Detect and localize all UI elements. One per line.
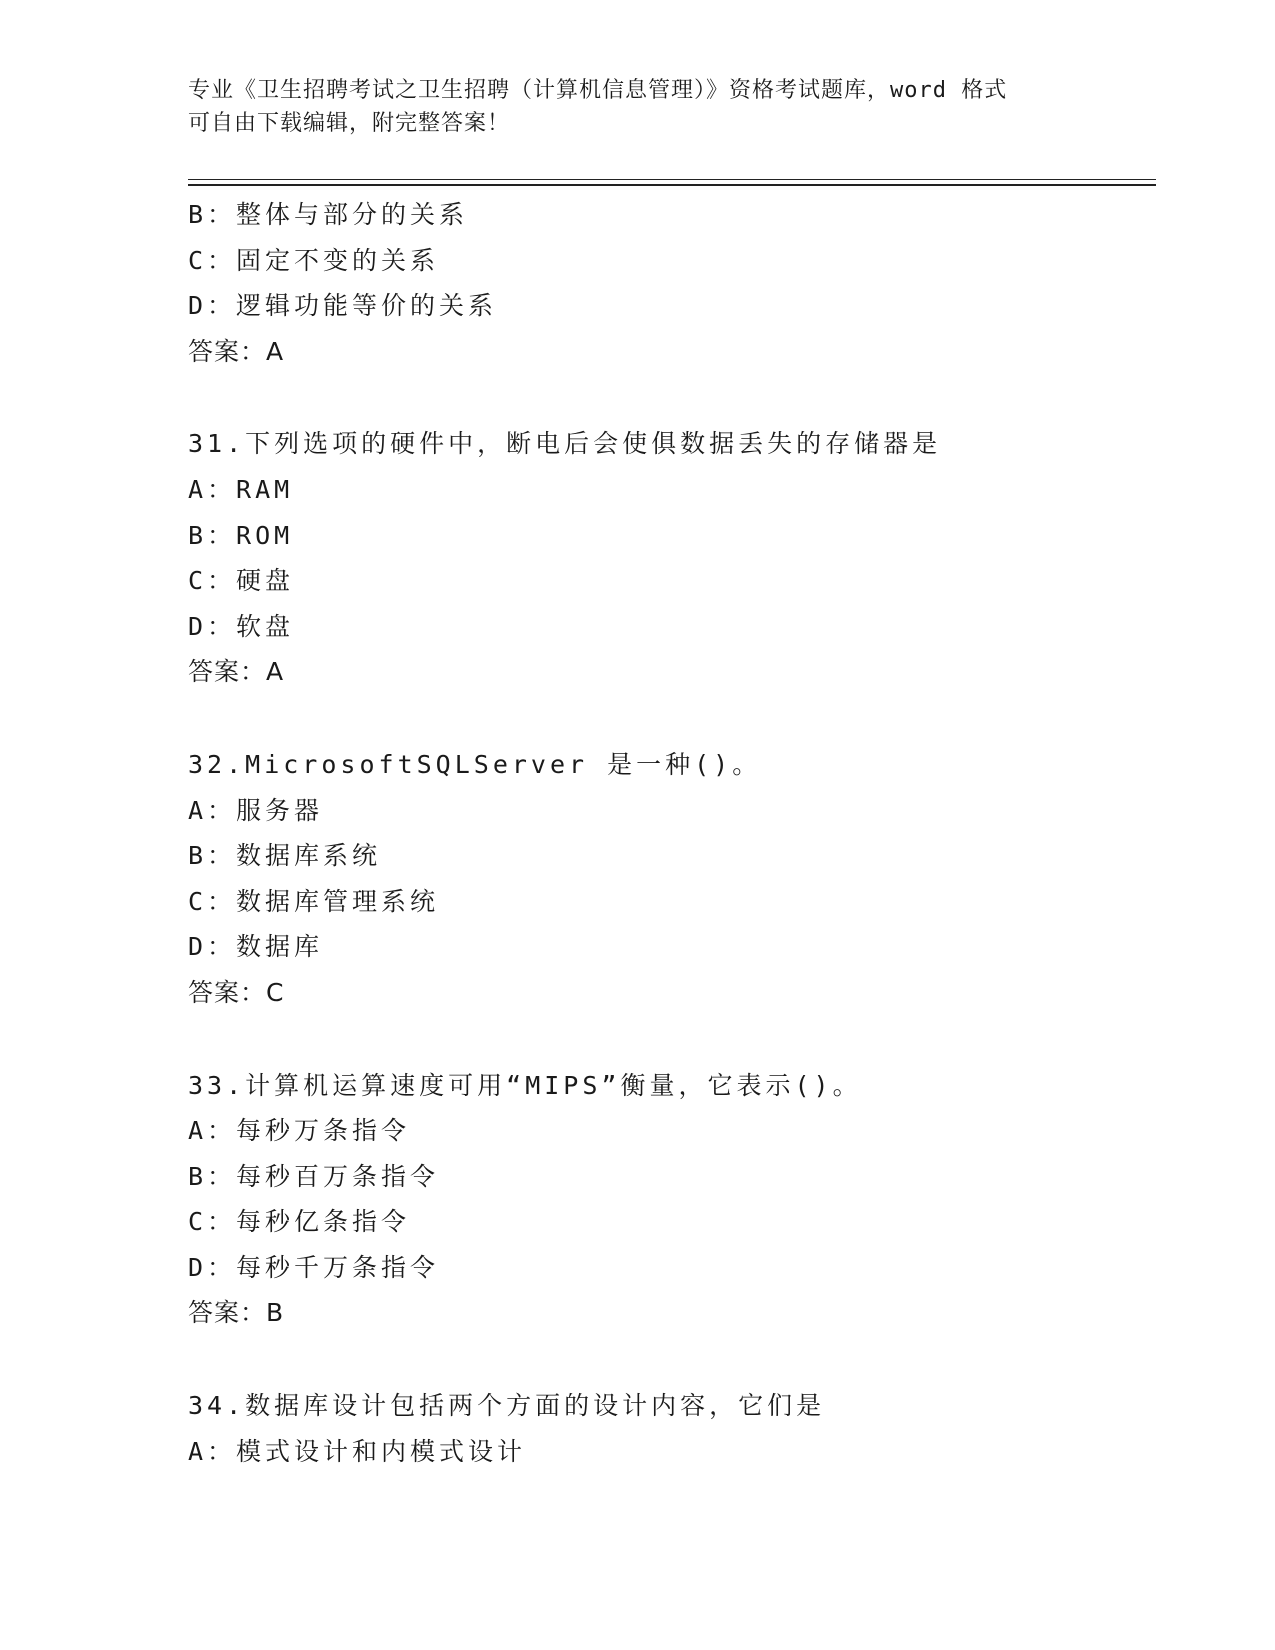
option-b: B：整体与部分的关系 xyxy=(188,200,469,229)
question-31 xyxy=(188,421,1148,695)
question-stem: 33.计算机运算速度可用“MIPS”衡量，它表示()。 xyxy=(188,1070,862,1100)
answer: 答案：A xyxy=(188,657,285,687)
header-divider-thick xyxy=(188,184,1156,186)
option-c: C：固定不变的关系 xyxy=(188,245,440,275)
option-b: B：ROM xyxy=(188,520,294,550)
question-stem: 31.下列选项的硬件中，断电后会使俱数据丢失的存储器是 xyxy=(188,429,942,459)
option-b: B：数据库系统 xyxy=(188,841,382,871)
header-line-2: 可自由下载编辑，附完整答案！ xyxy=(188,111,511,136)
option-a: A：模式设计和内模式设计 xyxy=(188,1436,527,1466)
answer: 答案：A xyxy=(188,336,285,366)
option-c: C：数据库管理系统 xyxy=(188,886,440,916)
option-d: D：逻辑功能等价的关系 xyxy=(188,291,498,321)
question-32 xyxy=(188,742,1148,1016)
option-d: D：每秒千万条指令 xyxy=(188,1252,440,1282)
question-stem: 32.MicrosoftSQLServer 是一种()。 xyxy=(188,749,762,779)
answer: 答案：B xyxy=(188,1298,285,1328)
option-a: A：RAM xyxy=(188,474,294,504)
question-33 xyxy=(188,1063,1148,1337)
document-header xyxy=(188,74,1088,140)
option-a: A：服务器 xyxy=(188,795,324,825)
option-d: D：软盘 xyxy=(188,611,295,641)
question-34 xyxy=(188,1383,1148,1474)
question-stem: 34.数据库设计包括两个方面的设计内容，它们是 xyxy=(188,1391,826,1421)
option-c: C：硬盘 xyxy=(188,566,295,596)
option-c: C：每秒亿条指令 xyxy=(188,1207,411,1237)
option-a: A：每秒万条指令 xyxy=(188,1116,411,1146)
option-b: B：每秒百万条指令 xyxy=(188,1161,440,1191)
question-30-continued xyxy=(188,192,1148,374)
option-d: D：数据库 xyxy=(188,932,324,962)
question-list xyxy=(188,192,1148,1474)
header-line-1: 专业《卫生招聘考试之卫生招聘（计算机信息管理）》资格考试题库，word 格式 xyxy=(188,78,1008,103)
header-divider-thin xyxy=(188,179,1156,180)
answer: 答案：C xyxy=(188,977,285,1007)
